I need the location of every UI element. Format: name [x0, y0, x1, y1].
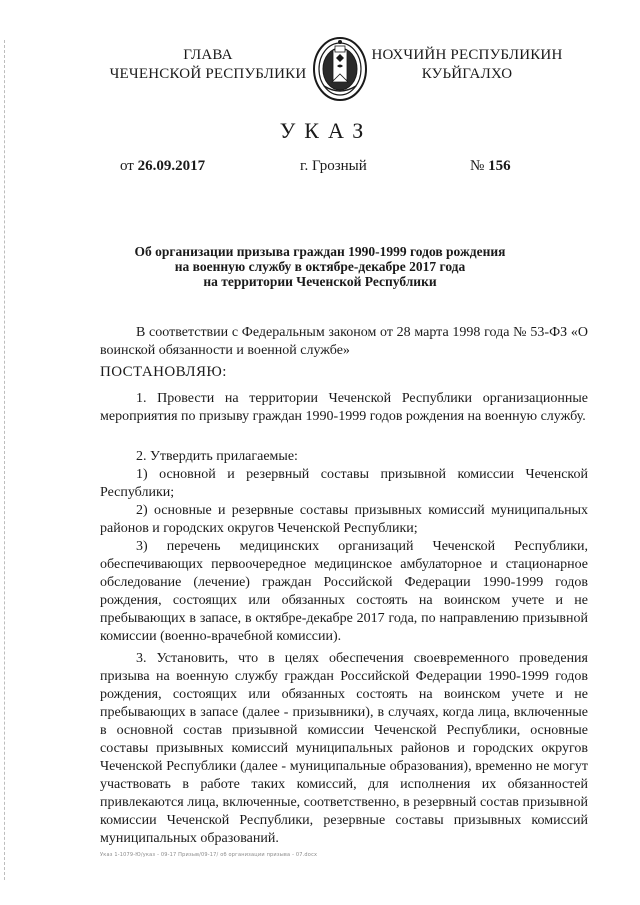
number-prefix: №	[470, 158, 485, 174]
date-value: 26.09.2017	[137, 158, 206, 174]
paragraph-1	[100, 390, 588, 426]
document-date	[120, 158, 205, 175]
header-right-authority	[362, 46, 572, 84]
decree-word: ПОСТАНОВЛЯЮ:	[100, 364, 227, 380]
heading-line3: на территории Чеченской Республики	[203, 274, 437, 289]
document-city: г. Грозный	[300, 158, 367, 174]
paragraph-3-text: 3. Установить, что в целях обеспечения своевременного проведения призыва на военную службу граждан Российской Федерации 1990-1999 годов рождения, состоящих или обязанных состоять на воинском учете и не пребывающих в запасе (далее - призывники), в случаях, когда лица, включенные в основной состав призывной комиссии Чеченской Республики, основные составы призывных комиссий муниципальных районов и городских округов Чеченской Республики (далее - муниципальные образования), временно не могут участвовать в работе таких комиссий, для исполнения их обязанностей привлекаются лица, включенные, соответственно, в резервный состав призывной комиссии Чеченской Республики, резервные составы призывных комиссий муниципальных образований.	[100, 651, 588, 846]
paragraph-1-text: 1. Провести на территории Чеченской Республики организационные мероприятия по призыву граждан 1990-1999 годов рождения на военную службу.	[100, 391, 588, 424]
paragraph-2-item-2-text: 2) основные и резервные составы призывных комиссий муниципальных районов и городских округов Чеченской Республики;	[100, 503, 588, 536]
document-number	[470, 158, 511, 175]
header-left-line1: ГЛАВА	[183, 47, 233, 63]
heading-line1: Об организации призыва граждан 1990-1999 годов рождения	[134, 244, 506, 259]
paragraph-2-item-3-text: 3) перечень медицинских организаций Чеченской Республики, обеспечивающих первоочередное медицинское амбулаторное и стационарное обследование (лечение) граждан Российской Федерации 1990-1999 годов рождения, состоящих или обязанных состоять на воинском учете и не пребывающих в запасе, в октябре-декабре 2017 года, по направлению призывной комиссии (военно-врачебной комиссии).	[100, 539, 588, 644]
paragraph-2-item-3	[100, 538, 588, 646]
header-right-line1: НОХЧИЙН РЕСПУБЛИКИН	[371, 47, 563, 63]
paragraph-3	[100, 650, 588, 848]
document-title: УКАЗ	[279, 118, 373, 143]
decree-heading	[100, 244, 540, 289]
intro-paragraph	[100, 324, 588, 360]
header-left-line2: ЧЕЧЕНСКОЙ РЕСПУБЛИКИ	[109, 66, 307, 82]
header-right-line2: КУЬЙГАЛХО	[421, 66, 513, 82]
number-value: 156	[488, 158, 511, 174]
footer-file-note: Указ 1-1079-Ю/указ - 09-17 Призыв/09-17/ об организации призыва - 07.docx	[100, 852, 318, 858]
paragraph-2-item-1	[100, 466, 588, 502]
paragraph-2-text: 2. Утвердить прилагаемые:	[136, 449, 298, 464]
document-meta	[0, 158, 640, 178]
emblem-icon	[312, 36, 368, 102]
heading-line2: на военную службу в октябре-декабре 2017 года	[174, 259, 466, 274]
paragraph-2-item-1-text: 1) основной и резервный составы призывной комиссии Чеченской Республики;	[100, 467, 588, 500]
document-header	[0, 22, 640, 94]
paragraph-2	[100, 448, 588, 466]
paragraph-2-item-2	[100, 502, 588, 538]
header-left-authority	[108, 46, 308, 84]
intro-text: В соответствии с Федеральным законом от 28 марта 1998 года № 53-ФЗ «О воинской обязанности и военной службе»	[100, 325, 588, 358]
date-prefix: от	[120, 158, 134, 174]
